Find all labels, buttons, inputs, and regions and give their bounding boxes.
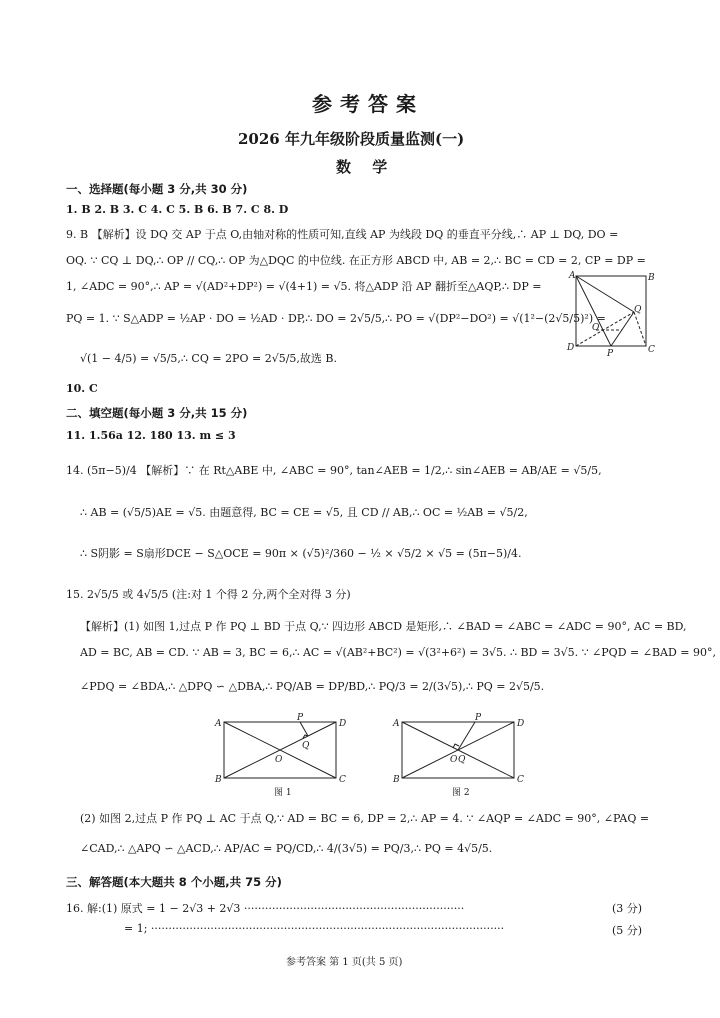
fig2-label-o: O bbox=[450, 755, 458, 765]
q9-label-p: P bbox=[607, 349, 614, 356]
page-title: 参考答案 bbox=[312, 92, 424, 116]
q15-line1: 【解析】(1) 如图 1,过点 P 作 PQ ⊥ BD 于点 Q,∵ 四边形 ABCD 是矩形,∴ ∠BAD = ∠ABC = ∠ADC = 90°, AC = BD, bbox=[80, 620, 687, 633]
q9-line2: OQ. ∵ CQ ⊥ DQ,∴ OP // CQ,∴ OP 为△DQC 的中位线. 在正方形 ABCD 中, AB = 2,∴ BC = CD = 2, CP = DP = bbox=[66, 254, 646, 267]
q9-label-a: A bbox=[569, 271, 576, 281]
section-fill: 二、填空题(每小题 3 分,共 15 分) bbox=[66, 406, 248, 420]
q9-label-c: C bbox=[648, 345, 655, 355]
q15-line2: AD = BC, AB = CD. ∵ AB = 3, BC = 6,∴ AC = √(AB²+BC²) = √(3²+6²) = 3√5. ∴ BD = 3√5. ∵ ∠PQD = ∠BAD = 90°, bbox=[80, 646, 716, 659]
q9-label-d: D bbox=[567, 343, 575, 353]
section-solve: 三、解答题(本大题共 8 个小题,共 75 分) bbox=[66, 875, 282, 889]
q15-line3: ∠PDQ = ∠BDA,∴ △DPQ ∽ △DBA,∴ PQ/AB = DP/BD,∴ PQ/3 = 2/(3√5),∴ PQ = 2√5/5. bbox=[80, 680, 545, 693]
q9-square-figure bbox=[566, 268, 658, 356]
fig2-label-p: P bbox=[475, 713, 482, 723]
answers-11-13: 11. 1.56a 12. 180 13. m ≤ 3 bbox=[66, 429, 236, 442]
fig2-label-b: B bbox=[393, 775, 400, 785]
q15-line4: (2) 如图 2,过点 P 作 PQ ⊥ AC 于点 Q,∵ AD = BC = 6, DP = 2,∴ AP = 4. ∵ ∠AQP = ∠ADC = 90°, ∠PAQ = bbox=[80, 812, 650, 825]
q15-line5: ∠CAD,∴ △APQ ∽ △ACD,∴ AP/AC = PQ/CD,∴ 4/(3√5) = PQ/3,∴ PQ = 4√5/5. bbox=[80, 842, 493, 855]
figure-2 bbox=[390, 712, 530, 796]
q9-label-b: B bbox=[648, 273, 655, 283]
figure-1 bbox=[212, 712, 352, 796]
fig2-label-d: D bbox=[517, 719, 525, 729]
q16-line1: 16. 解:(1) 原式 = 1 − 2√3 + 2√3 ······························································· bbox=[66, 902, 465, 915]
answers-1-8: 1. B 2. B 3. C 4. C 5. B 6. B 7. C 8. D bbox=[66, 203, 289, 216]
q9-label-o: O bbox=[592, 323, 600, 333]
fig1-label-a: A bbox=[215, 719, 222, 729]
fig2-label-c: C bbox=[517, 775, 524, 785]
fig1-label-p: P bbox=[297, 713, 304, 723]
fig1-label-c: C bbox=[339, 775, 346, 785]
fig1-label-q: Q bbox=[302, 741, 310, 751]
subject: 数 学 bbox=[336, 158, 396, 176]
q9-line4: PQ = 1. ∵ S△ADP = ½AP · DO = ½AD · DP,∴ DO = 2√5/5,∴ PO = √(DP²−DO²) = √(1²−(2√5/5)²) = bbox=[66, 312, 606, 325]
figure-2-caption: 图 2 bbox=[452, 788, 470, 798]
q16-line2: = 1; ····································································································· bbox=[124, 922, 505, 935]
fig1-label-o: O bbox=[275, 755, 283, 765]
q16-score-1: (3 分) bbox=[612, 902, 643, 915]
page-footer: 参考答案 第 1 页(共 5 页) bbox=[286, 957, 403, 968]
fig2-label-a: A bbox=[393, 719, 400, 729]
q14-line1: 14. (5π−5)/4 【解析】∵ 在 Rt△ABE 中, ∠ABC = 90°, tan∠AEB = 1/2,∴ sin∠AEB = AB/AE = √5/5, bbox=[66, 464, 602, 477]
fig1-label-b: B bbox=[215, 775, 222, 785]
q16-score-2: (5 分) bbox=[612, 924, 643, 937]
q14-line2: ∴ AB = (√5/5)AE = √5. 由题意得, BC = CE = √5, 且 CD // AB,∴ OC = ½AB = √5/2, bbox=[80, 506, 528, 519]
q9-line3: 1, ∠ADC = 90°,∴ AP = √(AD²+DP²) = √(4+1) = √5. 将△ADP 沿 AP 翻折至△AQP,∴ DP = bbox=[66, 280, 542, 293]
q9-line1: 9. B 【解析】设 DQ 交 AP 于点 O,由轴对称的性质可知,直线 AP 为线段 DQ 的垂直平分线,∴ AP ⊥ DQ, DO = bbox=[66, 228, 619, 241]
answer-10: 10. C bbox=[66, 382, 98, 395]
fig2-label-q: Q bbox=[458, 755, 466, 765]
fig1-label-d: D bbox=[339, 719, 347, 729]
section-choice: 一、选择题(每小题 3 分,共 30 分) bbox=[66, 182, 248, 196]
figure-1-caption: 图 1 bbox=[274, 788, 292, 798]
q9-line5: √(1 − 4/5) = √5/5,∴ CQ = 2PO = 2√5/5,故选 B. bbox=[80, 352, 337, 365]
q14-line3: ∴ S阴影 = S扇形DCE − S△OCE = 90π × (√5)²/360 − ½ × √5/2 × √5 = (5π−5)/4. bbox=[80, 547, 522, 560]
q9-label-q: Q bbox=[634, 305, 642, 315]
exam-name: 2026 年九年级阶段质量监测(一) bbox=[238, 130, 465, 148]
q15-line0: 15. 2√5/5 或 4√5/5 (注:对 1 个得 2 分,两个全对得 3 分) bbox=[66, 588, 351, 601]
